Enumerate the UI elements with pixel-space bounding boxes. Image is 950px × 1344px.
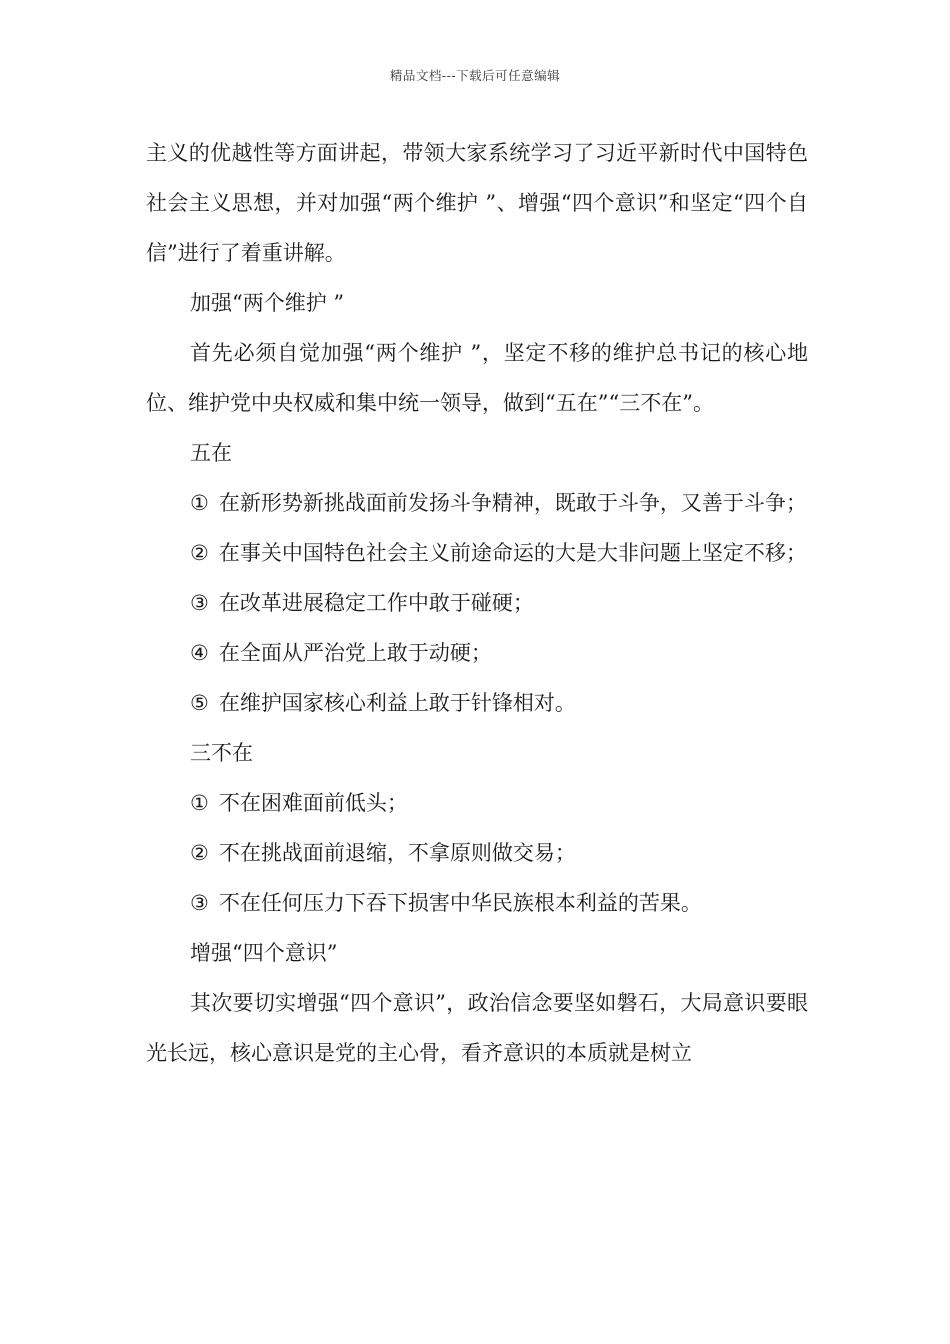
list-item-number: ①	[190, 491, 209, 515]
list-item-text: 在全面从严治党上敢于动硬；	[218, 641, 492, 665]
list-item-number: ④	[190, 641, 209, 665]
paragraph-sige-yishi: 其次要切实增强“四个意识”，政治信念要坚如磐石，大局意识要眼光长远，核心意识是党的主心骨，看齐意识的本质就是树立	[146, 991, 808, 1065]
list-item-text: 不在困难面前低头；	[218, 791, 408, 815]
list-item-number: ③	[190, 591, 209, 615]
list-item-text: 在新形势新挑战面前发扬斗争精神，既敢于斗争，又善于斗争；	[218, 491, 807, 515]
list-item	[146, 878, 808, 928]
heading-sanbuzai: 三不在	[190, 741, 253, 765]
list-item-number: ②	[190, 541, 209, 565]
paragraph-liangge-weihu: 首先必须自觉加强“两个维护 ”，坚定不移的维护总书记的核心地位、维护党中央权威和集中统一领导，做到“五在”“三不在”。	[146, 341, 808, 415]
list-item	[146, 478, 808, 528]
list-item	[146, 528, 808, 578]
paragraph-intro: 主义的优越性等方面讲起，带领大家系统学习了习近平新时代中国特色社会主义思想，并对加强“两个维护 ”、增强“四个意识”和坚定“四个自信”进行了着重讲解。	[146, 141, 808, 265]
heading-sige-yishi: 增强“四个意识”	[190, 941, 338, 965]
list-item-number: ②	[190, 841, 209, 865]
list-item	[146, 778, 808, 828]
list-item-number: ③	[190, 891, 209, 915]
list-item-number: ⑤	[190, 691, 209, 715]
heading-wuzai: 五在	[190, 441, 232, 465]
document-body	[146, 128, 808, 1078]
page-header: 精品文档---下载后可任意编辑	[389, 68, 561, 83]
list-item-text: 在维护国家核心利益上敢于针锋相对。	[218, 691, 576, 715]
list-item-text: 不在任何压力下吞下损害中华民族根本利益的苦果。	[218, 891, 702, 915]
list-item	[146, 828, 808, 878]
list-item	[146, 628, 808, 678]
list-item	[146, 578, 808, 628]
list-item	[146, 678, 808, 728]
list-item-text: 在改革进展稳定工作中敢于碰硬；	[218, 591, 534, 615]
list-item-text: 在事关中国特色社会主义前途命运的大是大非问题上坚定不移；	[218, 541, 807, 565]
heading-liangge-weihu: 加强“两个维护 ”	[190, 291, 345, 315]
list-item-number: ①	[190, 791, 209, 815]
list-item-text: 不在挑战面前退缩，不拿原则做交易；	[218, 841, 576, 865]
